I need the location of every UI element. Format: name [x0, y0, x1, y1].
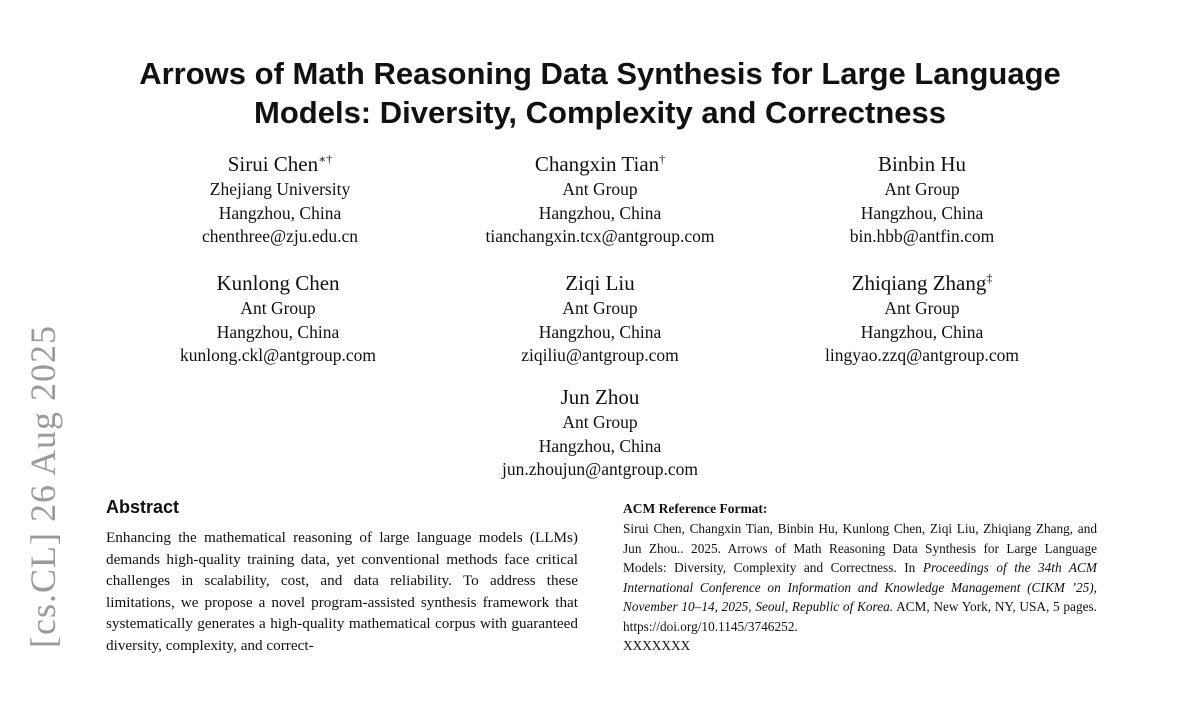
author-location: Hangzhou, China: [538, 202, 662, 223]
author-email[interactable]: tianchangxin.tcx@antgroup.com: [485, 226, 715, 246]
author-email[interactable]: kunlong.ckl@antgroup.com: [180, 345, 376, 365]
author-affiliation: Ant Group: [562, 298, 638, 318]
acm-reference-text: [623, 519, 1097, 656]
author-affiliation: Ant Group: [240, 298, 316, 318]
author-location: Hangzhou, China: [860, 321, 984, 342]
author-affiliation: Ant Group: [884, 179, 960, 199]
acm-reference-part1: Sirui Chen, Changxin Tian, Binbin Hu, Kunlong Chen, Ziqi Liu, Zhiqiang Zhang, and Jun Zhou.. 2025. Arrows of Math Reasoning Data Synthesis for Large Language Models: Diversity, Complexity and Correctness. In: [623, 521, 1097, 575]
author-marks: ‡: [986, 271, 993, 285]
author-affiliation: Ant Group: [562, 412, 638, 432]
title-line-2: Models: Diversity, Complexity and Correctness: [254, 95, 946, 130]
author-affiliation: Zhejiang University: [209, 179, 351, 199]
author-affiliation: Ant Group: [562, 179, 638, 199]
paper-title: [100, 54, 1100, 132]
arxiv-watermark: [cs.CL] 26 Aug 2025: [23, 325, 63, 648]
author-block-1: [110, 151, 450, 249]
author-location: Hangzhou, China: [216, 321, 340, 342]
abstract-heading: Abstract: [106, 497, 180, 517]
author-name: Jun Zhou: [560, 385, 640, 409]
author-block-3: [752, 151, 1092, 249]
author-name: Changxin Tian: [534, 152, 660, 176]
title-line-1: Arrows of Math Reasoning Data Synthesis for Large Language: [139, 56, 1061, 91]
author-block-4: [108, 270, 448, 368]
author-location: Hangzhou, China: [538, 321, 662, 342]
acm-reference-doi-suffix: XXXXXXX: [623, 638, 691, 653]
author-name: Kunlong Chen: [216, 271, 340, 295]
author-marks: ∗†: [318, 152, 333, 166]
author-email[interactable]: ziqiliu@antgroup.com: [521, 345, 679, 365]
author-email[interactable]: lingyao.zzq@antgroup.com: [825, 345, 1019, 365]
author-name: Zhiqiang Zhang: [851, 271, 987, 295]
author-location: Hangzhou, China: [218, 202, 342, 223]
acm-reference-proceedings: Proceedings of the 34th ACM International Conference on Information and Knowledge Management (CIKM ’25), November 10–14, 2025, Seoul, Republic of Korea.: [623, 560, 1097, 614]
author-block-6: [752, 270, 1092, 368]
author-block-7: [430, 384, 770, 482]
author-name: Sirui Chen: [227, 152, 319, 176]
author-affiliation: Ant Group: [884, 298, 960, 318]
author-location: Hangzhou, China: [538, 435, 662, 456]
acm-reference-heading: ACM Reference Format:: [623, 501, 768, 516]
abstract-text: Enhancing the mathematical reasoning of large language models (LLMs) demands high-quality training data, yet conventional methods face critical challenges in scalability, cost, and data reliability. To address these limitations, we propose a novel program-assisted synthesis framework that systematically generates a high-quality mathematical corpus with guaranteed diversity, complexity, and correct-: [106, 529, 578, 654]
author-block-5: [430, 270, 770, 368]
author-name: Binbin Hu: [877, 152, 967, 176]
author-name: Ziqi Liu: [565, 271, 635, 295]
author-email[interactable]: jun.zhoujun@antgroup.com: [502, 459, 698, 479]
author-marks: †: [659, 152, 666, 166]
author-block-2: [430, 151, 770, 249]
author-email[interactable]: bin.hbb@antfin.com: [849, 226, 995, 246]
acm-reference-part2: ACM, New York, NY, USA, 5 pages. https://doi.org/10.1145/3746252.: [623, 599, 1098, 634]
author-email[interactable]: chenthree@zju.edu.cn: [201, 226, 359, 246]
author-location: Hangzhou, China: [860, 202, 984, 223]
